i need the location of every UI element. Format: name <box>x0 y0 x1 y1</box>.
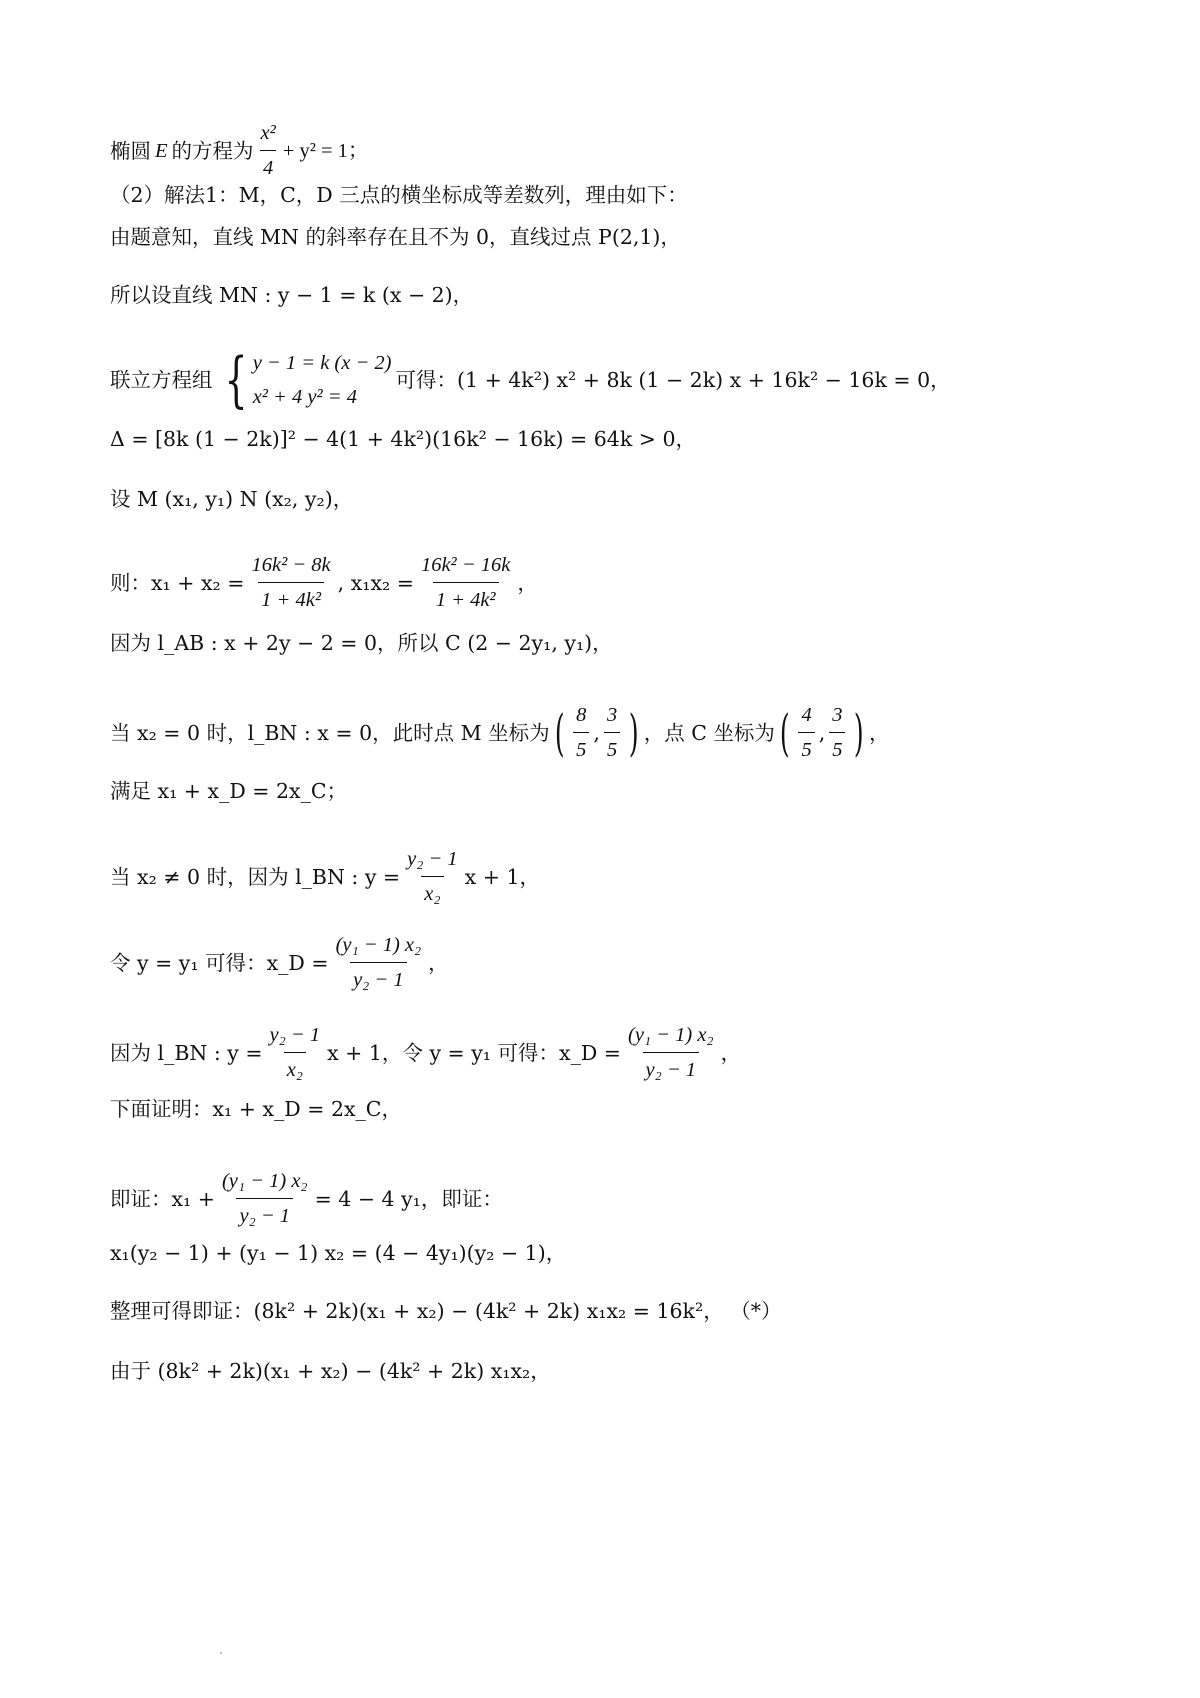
line-organize <box>110 1296 1140 1326</box>
line-slope <box>110 222 1140 252</box>
text: x + 1，令 y = y₁ 可得：x_D = <box>327 1040 621 1065</box>
text: 当 x₂ ≠ 0 时，因为 l_BN : y = <box>110 864 401 889</box>
frac-den: x₂ <box>284 1052 306 1085</box>
footer-dot <box>220 1652 222 1654</box>
frac-den: x₂ <box>421 876 443 909</box>
frac-den: y₂ − 1 <box>236 1198 293 1231</box>
line-vieta <box>110 550 1140 615</box>
frac-num: y₂ − 1 <box>269 1024 321 1046</box>
text: 因为 l_BN : y = <box>110 1040 263 1065</box>
text: = 4 − 4 y₁，即证： <box>314 1186 503 1211</box>
frac-num: 16k² − 8k <box>251 554 331 576</box>
text: 则：x₁ + x₂ = <box>110 570 245 595</box>
line-since <box>110 1356 1140 1386</box>
frac-num: 8 <box>576 704 587 726</box>
text: 令 y = y₁ 可得：x_D = <box>110 950 329 975</box>
text: ， <box>869 720 890 745</box>
fraction <box>267 1020 324 1085</box>
brace-icon: { <box>224 345 248 415</box>
frac-den: 4 <box>260 150 276 183</box>
system-row: y − 1 = k (x − 2) <box>252 352 392 374</box>
frac-den: 5 <box>829 732 845 765</box>
text: 椭圆 <box>110 138 151 163</box>
line-prove <box>110 1094 1140 1124</box>
fraction <box>404 844 461 909</box>
text: 满足 x₁ + x_D = 2x_C； <box>110 779 348 803</box>
text: 可得：(1 + 4k²) x² + 8k (1 − 2k) x + 16k² − 16k = 0， <box>395 368 951 392</box>
frac-den: 1 + 4k² <box>258 582 324 615</box>
text: ， <box>517 570 538 595</box>
text: + y² = 1； <box>282 139 369 162</box>
frac-num: 3 <box>832 704 843 726</box>
text: 当 x₂ = 0 时，l_BN : x = 0，此时点 M 坐标为 <box>110 720 550 745</box>
frac-den: 1 + 4k² <box>433 582 499 615</box>
line-set-mn <box>110 280 1140 310</box>
line-x2-nonzero <box>110 844 1140 909</box>
text: 设 M (x₁, y₁) N (x₂, y₂)， <box>110 487 354 511</box>
frac-num: (y₁ − 1) x₂ <box>628 1024 714 1046</box>
text: , x₁x₂ = <box>337 570 414 595</box>
frac-num: (y₁ − 1) x₂ <box>335 934 422 956</box>
frac-num: x² <box>260 122 276 144</box>
text: ， <box>428 950 449 975</box>
text: 的方程为 <box>171 138 254 163</box>
line-satisfy <box>110 776 1140 806</box>
line-expand <box>110 1238 1140 1268</box>
line-system <box>110 345 1140 415</box>
frac-num: y₂ − 1 <box>407 848 458 870</box>
text: 所以设直线 MN : y − 1 = k (x − 2)， <box>110 283 474 307</box>
line-x2-zero <box>110 700 1140 765</box>
text: ，点 C 坐标为 <box>643 720 775 745</box>
text: ， <box>720 1040 742 1065</box>
frac-den: 5 <box>573 732 589 765</box>
frac-num: 3 <box>606 704 618 726</box>
frac-num: 16k² − 16k <box>420 554 511 576</box>
frac-num: (y₁ − 1) x₂ <box>221 1170 308 1192</box>
fraction <box>418 550 513 615</box>
line-discriminant <box>110 424 1140 454</box>
frac-den: y₂ − 1 <box>350 962 407 995</box>
text: 下面证明：x₁ + x_D = 2x_C， <box>110 1097 402 1121</box>
coordinate-c: ( $\frac{4}{5}$ , $\frac{3}{5}$ ) <box>775 700 869 765</box>
frac-den: y₂ − 1 <box>643 1052 700 1085</box>
line-i-e <box>110 1166 1140 1231</box>
fraction <box>625 1020 717 1085</box>
line-lbn-repeat <box>110 1020 1140 1085</box>
fraction <box>258 118 279 183</box>
line-set-points <box>110 484 1140 514</box>
equation-system <box>217 345 392 415</box>
text: 即证：x₁ + <box>110 1186 215 1211</box>
text: 由于 (8k² + 2k)(x₁ + x₂) − (4k² + 2k) x₁x₂， <box>110 1359 551 1383</box>
coordinate-m: ( $\frac{8}{5}$ , $\frac{3}{5}$ ) <box>550 700 644 765</box>
text: 联立方程组 <box>110 368 213 392</box>
line-xd <box>110 930 1140 995</box>
frac-num: 4 <box>801 704 812 726</box>
line-solution-heading <box>110 180 1140 210</box>
line-lab <box>110 628 1140 658</box>
text: Δ = [8k (1 − 2k)]² − 4(1 + 4k²)(16k² − 16k) = 64k > 0， <box>110 427 697 451</box>
frac-den: 5 <box>604 732 620 765</box>
fraction <box>219 1166 311 1231</box>
frac-den: 5 <box>798 732 814 765</box>
text: 整理可得即证：(8k² + 2k)(x₁ + x₂) − (4k² + 2k) x₁x₂ = 16k²， （*） <box>110 1299 782 1323</box>
fraction <box>333 930 425 995</box>
fraction <box>248 550 333 615</box>
system-row: x² + 4 y² = 4 <box>252 386 357 408</box>
text: 由题意知，直线 MN 的斜率存在且不为 0，直线过点 P(2,1)， <box>110 225 681 249</box>
text: x + 1， <box>464 864 540 889</box>
var-e: E <box>155 139 168 162</box>
text: x₁(y₂ − 1) + (y₁ − 1) x₂ = (4 − 4y₁)(y₂ − 1)， <box>110 1241 567 1265</box>
line-ellipse-equation <box>110 118 1140 183</box>
text: 因为 l_AB : x + 2y − 2 = 0，所以 C (2 − 2y₁, y₁)， <box>110 631 613 655</box>
text: （2）解法1：M，C，D 三点的横坐标成等差数列，理由如下： <box>110 183 688 207</box>
